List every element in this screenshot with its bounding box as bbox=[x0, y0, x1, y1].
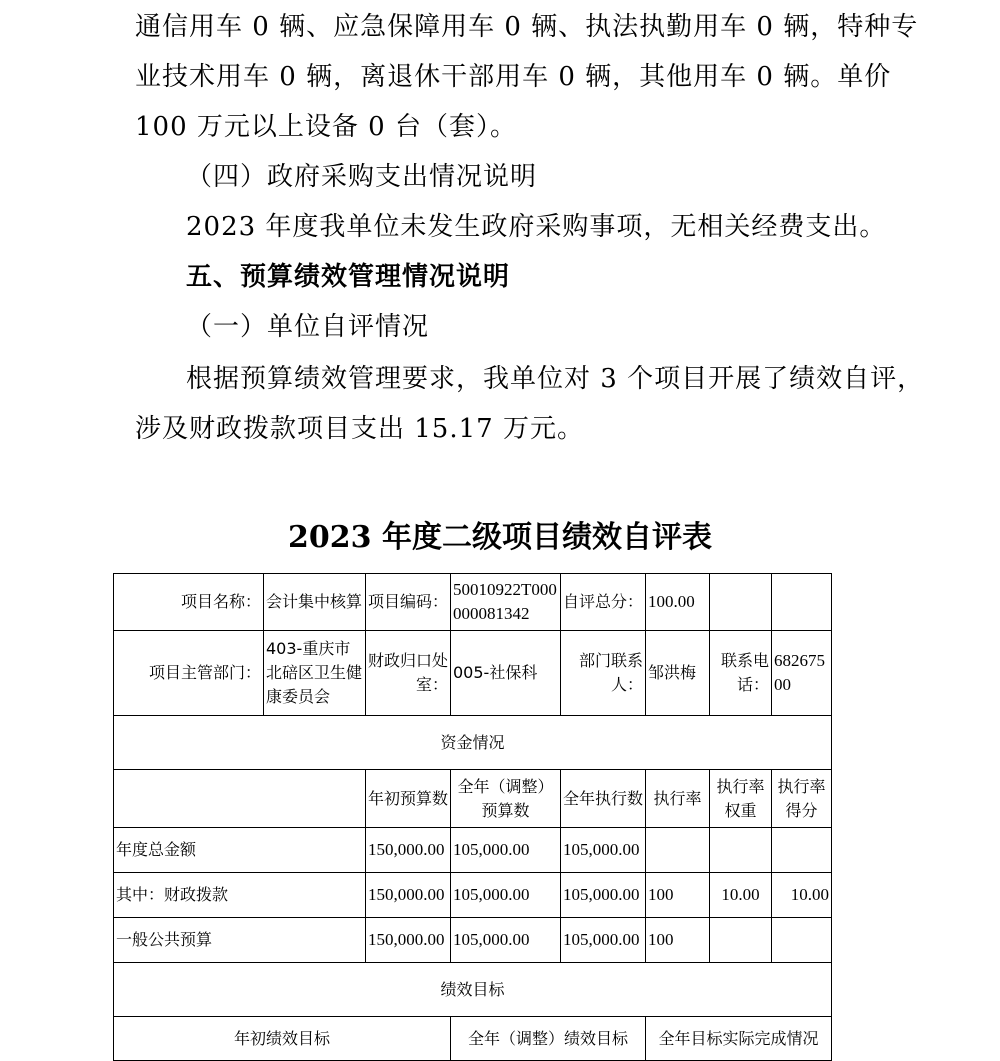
finance-office-label: 财政归口处室： bbox=[366, 631, 451, 716]
adjusted-budget: 105,000.00 bbox=[451, 918, 561, 963]
empty-cell bbox=[772, 574, 832, 631]
funds-header: 资金情况 bbox=[114, 716, 832, 770]
row-label: 其中：财政拨款 bbox=[114, 873, 366, 918]
total-score: 100.00 bbox=[646, 574, 710, 631]
section-heading: （四）政府采购支出情况说明 bbox=[186, 162, 538, 192]
rate-weight: 10.00 bbox=[710, 873, 772, 918]
finance-office: 005-社保科 bbox=[451, 631, 561, 716]
contact: 邹洪梅 bbox=[646, 631, 710, 716]
paragraph-line: 涉及财政拨款项目支出 15.17 万元。 bbox=[135, 414, 584, 444]
adjusted-budget: 105,000.00 bbox=[451, 828, 561, 873]
initial-budget: 150,000.00 bbox=[366, 918, 451, 963]
initial-budget: 150,000.00 bbox=[366, 828, 451, 873]
execution-rate: 100 bbox=[646, 873, 710, 918]
rate-weight bbox=[710, 828, 772, 873]
project-code-label: 项目编码： bbox=[366, 574, 451, 631]
phone-label: 联系电话： bbox=[710, 631, 772, 716]
rate-score bbox=[772, 828, 832, 873]
project-name-label: 项目名称： bbox=[114, 574, 264, 631]
paragraph-line: 通信用车 0 辆、应急保障用车 0 辆、执法执勤用车 0 辆，特种专 bbox=[135, 12, 919, 42]
col-header: 全年执行数 bbox=[561, 770, 646, 828]
executed-amount: 105,000.00 bbox=[561, 873, 646, 918]
phone: 68267500 bbox=[772, 631, 832, 716]
paragraph-line: 业技术用车 0 辆，离退休干部用车 0 辆，其他用车 0 辆。单价 bbox=[135, 62, 892, 92]
paragraph-line: 100 万元以上设备 0 台（套）。 bbox=[135, 112, 517, 142]
dept: 403-重庆市北碚区卫生健康委员会 bbox=[264, 631, 366, 716]
execution-rate bbox=[646, 828, 710, 873]
table-row bbox=[114, 828, 832, 873]
table-title: 2023 年度二级项目绩效自评表 bbox=[288, 520, 712, 555]
contact-label: 部门联系人： bbox=[561, 631, 646, 716]
rate-score: 10.00 bbox=[772, 873, 832, 918]
row-label: 年度总金额 bbox=[114, 828, 366, 873]
initial-budget: 150,000.00 bbox=[366, 873, 451, 918]
adjusted-budget: 105,000.00 bbox=[451, 873, 561, 918]
empty-cell bbox=[710, 574, 772, 631]
perf-col-header: 年初绩效目标 bbox=[114, 1017, 451, 1061]
perf-header: 绩效目标 bbox=[114, 963, 832, 1017]
project-code: 50010922T000000081342 bbox=[451, 574, 561, 631]
section-heading: （一）单位自评情况 bbox=[186, 312, 430, 342]
col-header: 年初预算数 bbox=[366, 770, 451, 828]
perf-col-header: 全年目标实际完成情况 bbox=[646, 1017, 832, 1061]
empty-cell bbox=[114, 770, 366, 828]
performance-evaluation-table bbox=[113, 573, 832, 1061]
col-header: 执行率权重 bbox=[710, 770, 772, 828]
paragraph-line: 根据预算绩效管理要求，我单位对 3 个项目开展了绩效自评， bbox=[186, 364, 925, 394]
project-name: 会计集中核算 bbox=[264, 574, 366, 631]
table-row bbox=[114, 873, 832, 918]
rate-weight bbox=[710, 918, 772, 963]
col-header: 执行率得分 bbox=[772, 770, 832, 828]
execution-rate: 100 bbox=[646, 918, 710, 963]
row-label: 一般公共预算 bbox=[114, 918, 366, 963]
executed-amount: 105,000.00 bbox=[561, 918, 646, 963]
section-heading: 五、预算绩效管理情况说明 bbox=[186, 262, 511, 292]
total-score-label: 自评总分： bbox=[561, 574, 646, 631]
table-row bbox=[114, 918, 832, 963]
rate-score bbox=[772, 918, 832, 963]
col-header: 执行率 bbox=[646, 770, 710, 828]
paragraph-line: 2023 年度我单位未发生政府采购事项，无相关经费支出。 bbox=[186, 212, 887, 242]
col-header: 全年（调整）预算数 bbox=[451, 770, 561, 828]
executed-amount: 105,000.00 bbox=[561, 828, 646, 873]
perf-col-header: 全年（调整）绩效目标 bbox=[451, 1017, 646, 1061]
dept-label: 项目主管部门： bbox=[114, 631, 264, 716]
